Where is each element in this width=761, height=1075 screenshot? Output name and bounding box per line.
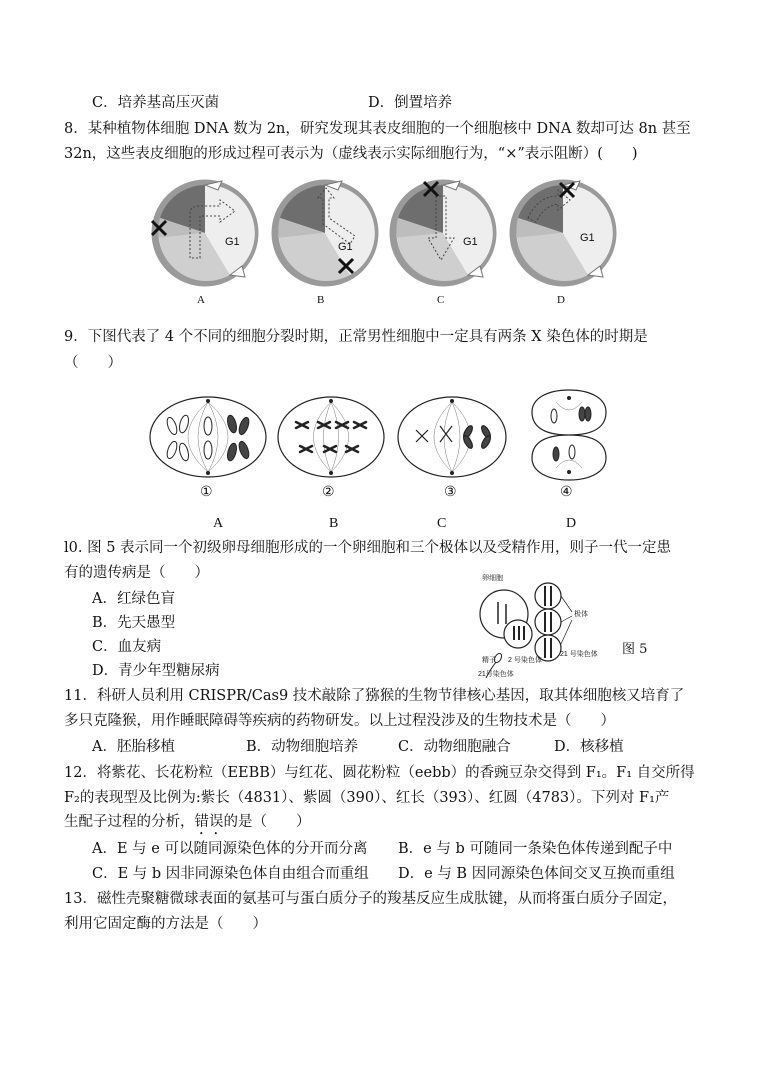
q11-stem-line2: 多只克隆猴，用作睡眠障碍等疾病的药物研发。以上过程没涉及的生物技术是（ ） xyxy=(64,713,615,729)
q10-chr2-label: 2 号染色体 xyxy=(508,657,542,664)
q8-option-c: C xyxy=(437,294,445,306)
q9-stem-line2: （ ） xyxy=(64,355,122,371)
q8-cell-cycle-d xyxy=(508,178,618,288)
q9-diagram-label-3: ③ xyxy=(444,485,457,500)
q8-c-g1-label: G1 xyxy=(463,236,478,248)
q9-cell-2 xyxy=(276,394,386,480)
q12-emphasis-wrong: 错误 xyxy=(194,814,224,830)
q11-option-a: A．胚胎移植 xyxy=(92,739,175,755)
q8-stem-line2: 32n，这些表皮细胞的形成过程可表示为（虚线表示实际细胞行为，“×”表示阻断）( ) xyxy=(64,146,638,162)
q10-polar-label: 极体 xyxy=(574,611,588,618)
q10-chr21-label: 21 号染色体 xyxy=(560,651,598,658)
q12-option-a: A．E 与 e 可以随同源染色体的分开而分离 xyxy=(92,841,368,857)
q7-option-c: C．培养基高压灭菌 xyxy=(92,95,220,111)
q13-stem-line1: 13．磁性壳聚糖微球表面的氨基可与蛋白质分子的羧基反应生成肽键，从而将蛋白质分子固定， xyxy=(64,891,677,907)
q10-egg-label: 卵细胞 xyxy=(482,575,503,582)
q11-stem-line1: 11．科研人员利用 CRISPR/Cas9 技术敲除了猕猴的生物节律核心基因，取其体细胞核又培育了 xyxy=(64,688,685,704)
q8-d-g1-label: G1 xyxy=(580,232,595,244)
q9-diagram-label-2: ② xyxy=(322,485,335,500)
q12-option-c: C．E 与 b 因非同源染色体自由组合而重组 xyxy=(92,866,369,882)
q9-option-a: A xyxy=(213,516,224,531)
q10-option-c: C．血友病 xyxy=(92,639,162,655)
q9-cell-3 xyxy=(396,394,508,480)
q9-diagram-label-1: ① xyxy=(200,485,213,500)
q8-a-g1-label: G1 xyxy=(225,236,240,248)
q9-option-b: B xyxy=(329,516,339,531)
q10-figure-5 xyxy=(468,574,614,680)
q8-option-a: A xyxy=(197,294,205,306)
q12-stem-line2: F₂的表现型及比例为:紫长（4831）、紫圆（390）、红长（393）、红圆（4783）。下列对 F₁产 xyxy=(64,790,670,806)
q11-option-c: C．动物细胞融合 xyxy=(398,739,511,755)
q10-chr21-label-b: 21号染色体 xyxy=(478,671,514,678)
q10-option-b: B．先天愚型 xyxy=(92,615,176,631)
q9-option-c: C xyxy=(437,516,447,531)
q10-stem-line1: l0. 图 5 表示同一个初级卵母细胞形成的一个卵细胞和三个极体以及受精作用，则子一代一定患 xyxy=(64,540,672,556)
q7-option-d: D．倒置培养 xyxy=(368,95,453,111)
q12-stem-line1: 12．将紫花、长花粉粒（EEBB）与红花、圆花粉粒（eebb）的香豌豆杂交得到 F₁。F₁ 自交所得 xyxy=(64,765,695,781)
q13-stem-line2: 利用它固定酶的方法是（ ） xyxy=(64,916,267,932)
q8-cell-cycle-c xyxy=(388,178,498,288)
q9-diagram-label-4: ④ xyxy=(560,485,573,500)
q12-stem-line3 xyxy=(64,812,311,838)
q8-option-b: B xyxy=(317,294,325,306)
q12-stem-line3-pre: 生配子过程的分析， xyxy=(64,814,195,830)
q10-figure-caption: 图 5 xyxy=(622,642,648,657)
q8-cell-cycle-a xyxy=(150,178,260,288)
q10-option-a: A．红绿色盲 xyxy=(92,591,175,607)
q9-cell-1 xyxy=(148,394,268,480)
q12-option-b: B．e 与 b 可随同一条染色体传递到配子中 xyxy=(398,841,673,857)
q8-option-d: D xyxy=(557,294,565,306)
q9-cell-4 xyxy=(528,388,610,482)
q8-stem-line1: 8．某种植物体细胞 DNA 数为 2n，研究发现其表皮细胞的一个细胞核中 DNA 数却可达 8n 甚至 xyxy=(64,121,691,137)
q8-cell-cycle-b xyxy=(270,178,380,288)
q10-stem-line2: 有的遗传病是（ ） xyxy=(64,565,209,581)
q9-option-d: D xyxy=(566,516,577,531)
q12-stem-line3-post: 的是（ ） xyxy=(223,814,311,830)
q10-option-d: D．青少年型糖尿病 xyxy=(92,663,220,679)
q12-option-d: D．e 与 B 因同源染色体间交叉互换而重组 xyxy=(398,866,675,882)
q10-sperm-label: 精子 xyxy=(482,657,496,664)
q9-stem-line1: 9．下图代表了 4 个不同的细胞分裂时期，正常男性细胞中一定具有两条 X 染色体的时期是 xyxy=(64,329,648,345)
q11-option-b: B．动物细胞培养 xyxy=(246,739,359,755)
q8-b-g1-label: G1 xyxy=(338,241,353,253)
q11-option-d: D．核移植 xyxy=(554,739,624,755)
